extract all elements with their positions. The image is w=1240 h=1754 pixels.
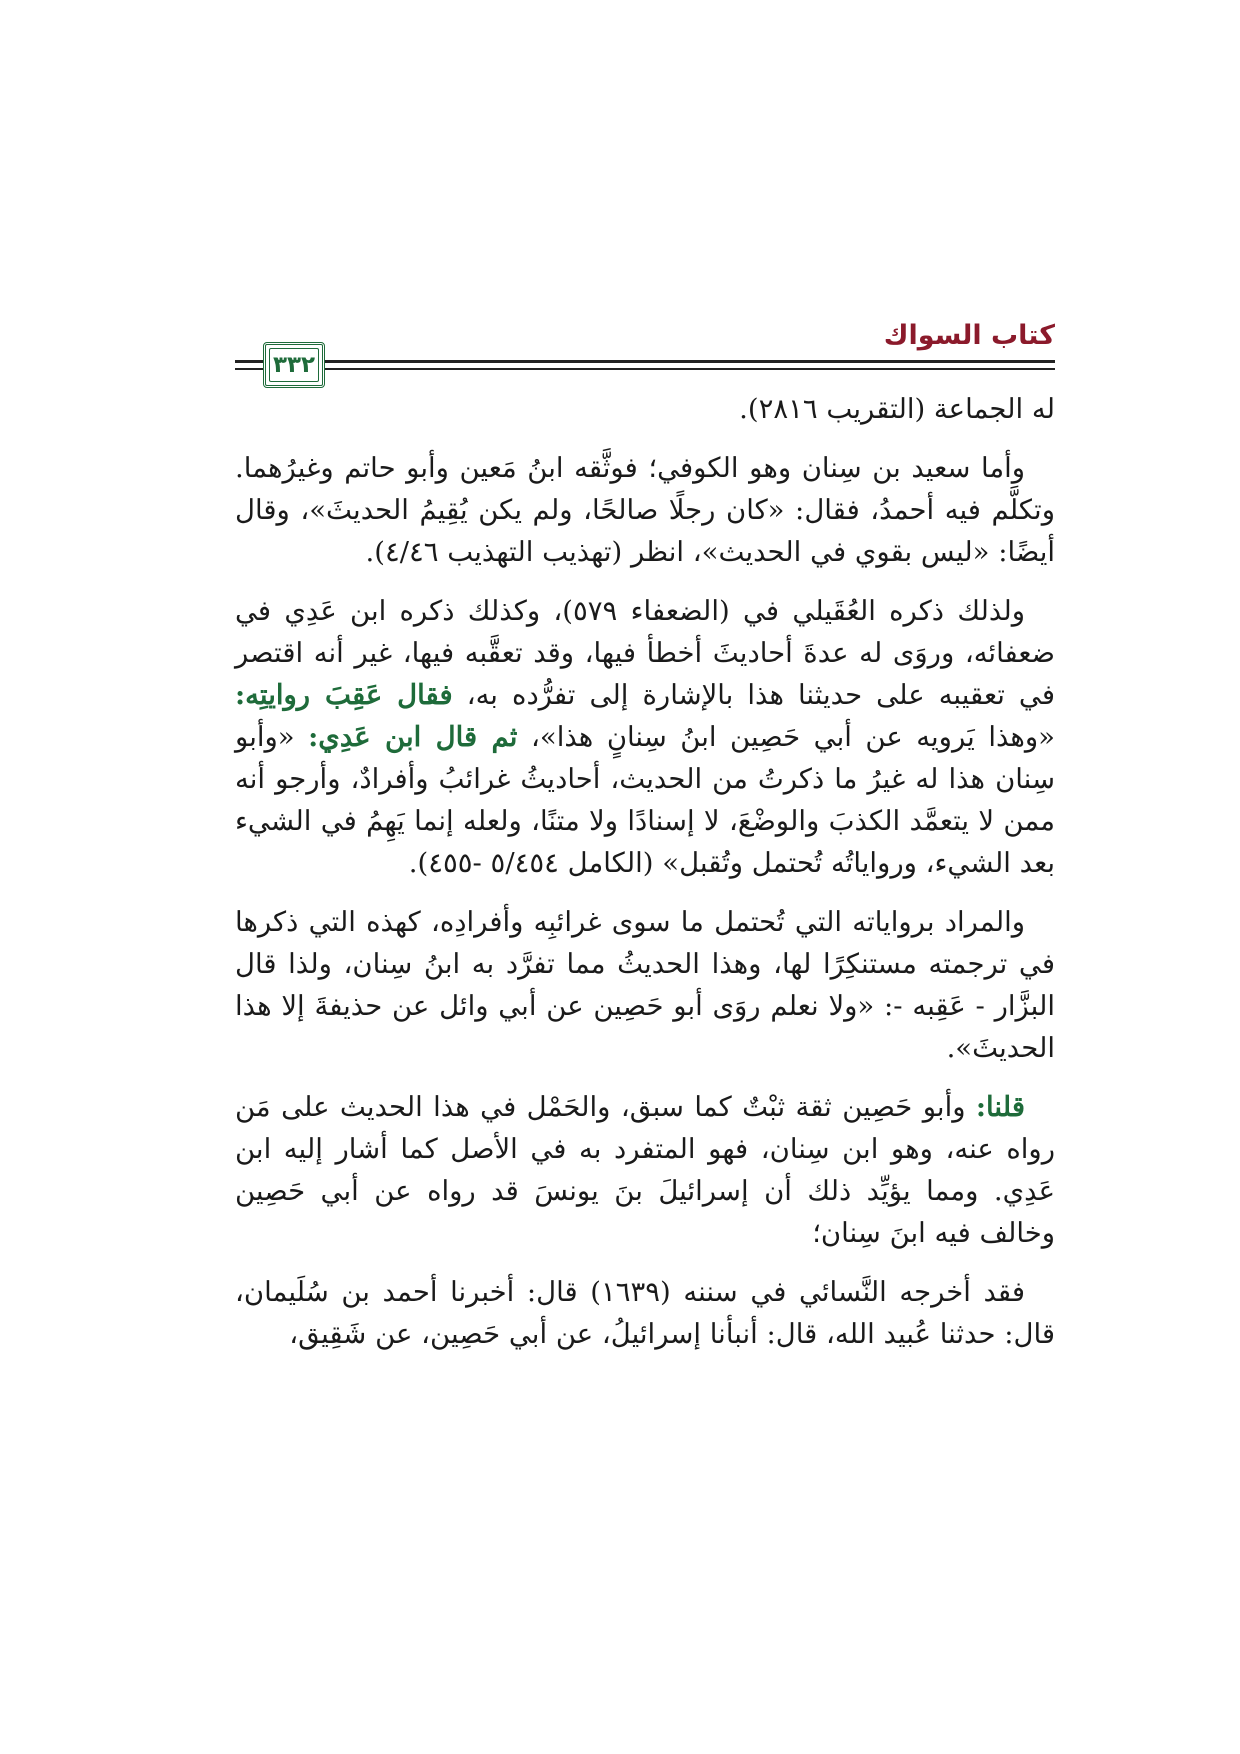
page-number-badge (263, 342, 325, 388)
text-segment: ولذلك ذكره العُقَيلي في (الضعفاء ٥٧٩)، وكذلك ذكره ابن عَدِي في ضعفائه، وروَى له عدةَ أحاديثَ أخطأ فيها، وقد تعقَّبه فيها، غير أنه اقتصر في تعقيبه على حديثنا هذا بالإشارة إلى تفرُّده به، (235, 595, 1056, 711)
text-segment: له الجماعة (التقريب ٢٨١٦). (739, 393, 1055, 425)
paragraph (235, 901, 1055, 1069)
page-header (235, 320, 1055, 380)
paragraph (235, 1271, 1055, 1355)
text-segment: وأبو حَصِين ثقة ثبْتٌ كما سبق، والحَمْل في هذا الحديث على مَن رواه عنه، وهو ابن سِنان، فهو المتفرد به في الأصل كما أشار إليه ابن عَدِي. ومما يؤيِّد ذلك أن إسرائيلَ بنَ يونسَ قد رواه عن أبي حَصِين وخالف فيه ابنَ سِنان؛ (235, 1091, 1055, 1249)
highlight-phrase: فقال عَقِبَ روايتِه: (235, 679, 453, 711)
paragraph (235, 388, 1055, 430)
paragraph (235, 447, 1055, 573)
page-number: ٣٣٢ (272, 352, 316, 378)
text-segment: فقد أخرجه النَّسائي في سننه (١٦٣٩) قال: أخبرنا أحمد بن سُلَيمان، قال: حدثنا عُبيد الله، قال: أنبأنا إسرائيلُ، عن أبي حَصِين، عن شَقِيق، (235, 1276, 1055, 1350)
highlight-phrase: قلنا: (975, 1091, 1025, 1123)
badge-ornament-frame (269, 348, 319, 382)
quote-text: «وأبو سِنان هذا له غيرُ ما ذكرتُ من الحديث، أحاديثُ غرائبُ وأفرادٌ، وأرجو أنه ممن لا يتعمَّد الكذبَ والوضْعَ، لا إسنادًا ولا متنًا، ولعله إنما يَهِمُ في الشيء بعد الشيء، ورواياتُه تُحتمل وتُقبل» (الكامل ٥/٤٥٤ -٤٥٥). (235, 721, 1055, 879)
book-title: كتاب السواك (883, 320, 1055, 351)
header-rule-thick (235, 360, 1055, 363)
paragraph (235, 590, 1055, 884)
text-segment: وأما سعيد بن سِنان وهو الكوفي؛ فوثَّقه ابنُ مَعين وأبو حاتم وغيرُهما. وتكلَّم فيه أحمدُ، فقال: «كان رجلًا صالحًا، ولم يكن يُقِيمُ الحديثَ»، وقال أيضًا: «ليس بقوي في الحديث»، انظر (تهذيب التهذيب ٤/٤٦). (235, 452, 1055, 568)
paragraph (235, 1086, 1055, 1254)
quote-text: «وهذا يَرويه عن أبي حَصِين ابنُ سِنانٍ هذا»، (531, 721, 1056, 753)
header-rule-thin (235, 368, 1055, 370)
highlight-phrase: ثم قال ابن عَدِي: (308, 721, 518, 753)
text-segment: والمراد برواياته التي تُحتمل ما سوى غرائبِه وأفرادِه، كهذه التي ذكرها في ترجمته مستنكِرًا لها، وهذا الحديثُ مما تفرَّد به ابنُ سِنان، ولذا قال البزَّار - عَقِبه -: «ولا نعلم روَى أبو حَصِين عن أبي وائل عن حذيفةَ إلا هذا الحديثَ». (235, 906, 1055, 1064)
page-body (235, 388, 1055, 1372)
